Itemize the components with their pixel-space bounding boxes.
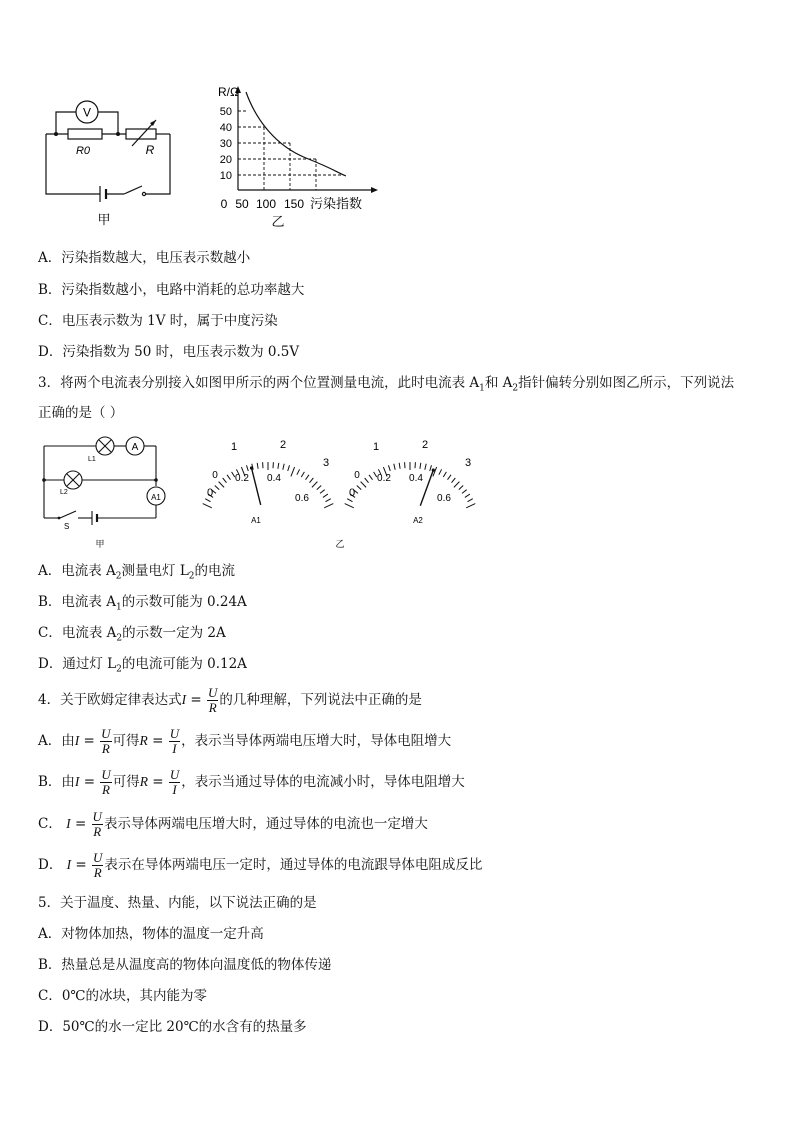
q3-stem-line2: 正确的是（ ） [38,405,124,421]
q4-option-d [38,850,482,880]
formula-eq: = [152,774,164,790]
outer-tick-label: 0 [348,487,356,499]
y-axis-label: R/Ω [218,85,239,99]
fraction-numerator: U [169,726,180,741]
dial-tick [306,475,310,480]
inner-tick-label: 0.2 [377,473,391,484]
dial-tick [301,472,304,477]
dial-tick [297,469,300,474]
formula-i: I [181,692,187,707]
formula-eq: = [83,774,96,790]
q5-option-b: B．热量总是从温度高的物体向温度低的物体传递 [38,957,332,973]
dial-tick [312,482,318,488]
dial-tick [357,486,361,490]
figure-label-jia-q3: 甲 [95,539,105,549]
dial-tick [430,465,432,471]
formula-fraction [100,727,111,756]
dial-tick [219,482,225,488]
q3-stem-sub: 2 [512,383,519,394]
y-tick: 40 [219,122,232,134]
q4-option-c [38,809,428,839]
fraction-denominator: R [93,824,102,839]
ammeter-dial-a2 [345,462,476,508]
formula-eq: = [75,857,87,873]
formula-eq: = [152,733,164,749]
q3-stem-part: 3．将两个电流表分别接入如图甲所示的两个位置测量电流，此时电流表 A [38,375,480,391]
y-tick: 20 [219,154,232,166]
y-tick: 10 [219,170,232,182]
formula-eq: = [74,816,87,832]
dial-needle [252,468,261,505]
q3-stem-part: 指针偏转分别如图乙所示，下列说法 [518,375,735,391]
q3-option-text: D．通过灯 L [38,656,117,672]
fraction-numerator: U [101,767,111,782]
q2-option-b: B．污染指数越小，电路中消耗的总功率越大 [38,282,305,298]
q4-option-text: 可得 [112,733,140,749]
formula-fraction [92,810,103,839]
dial-tick [203,504,212,508]
meter-a2-label: A2 [413,516,423,525]
q3-option-sub: 2 [188,571,195,582]
lamp-l2-label: L2 [60,489,68,496]
dial-tick [389,465,391,471]
fraction-denominator: R [101,741,110,756]
q3-option-text: 的示数一定为 2A [122,625,226,641]
formula-eq: = [83,733,95,749]
fraction-denominator: R [102,782,110,797]
formula-fraction [169,727,180,756]
voltmeter-label: V [82,105,92,120]
outer-tick-label: 1 [230,441,238,453]
fraction-numerator: U [169,767,180,782]
q5-option-d: D．50℃的水一定比 20℃的水含有的热量多 [38,1019,307,1035]
q3-option-d [38,654,247,680]
dial-tick [323,494,328,497]
dial-tick [459,486,463,490]
ammeter-dials [180,434,510,552]
inner-tick-label: 0.6 [437,493,451,504]
q4-stem [38,685,422,715]
outer-tick-label: 2 [279,439,287,451]
q4-option-text: C． [38,816,62,832]
fraction-denominator: R [93,865,102,880]
figure-label-yi: 乙 [271,214,285,229]
dial-tick [462,490,467,494]
dial-tick [227,475,231,480]
q4-option-text: 表示导体两端电压增大时，通过导体的电流也一定增大 [103,816,428,832]
q3-stem-line1 [38,373,734,399]
dial-tick [439,469,442,474]
meter-a1-label: A1 [251,516,261,525]
outer-tick-label: 3 [322,457,330,469]
dial-tick [205,499,210,502]
circuit-diagram-q3 [36,434,166,552]
fraction-numerator: U [92,809,102,824]
q2-option-d: D．污染指数为 50 时，电压表示数为 0.5V [38,344,300,360]
dial-tick [291,467,295,476]
fraction-numerator: U [93,850,103,865]
q3-option-text: 的示数可能为 0.24A [121,594,247,610]
q2-option-a: A．污染指数越大，电压表示数越小 [38,250,251,266]
formula-i: I [66,816,71,831]
dial-tick [425,464,426,470]
x-tick: 50 [235,197,249,211]
figure-label-jia: 甲 [97,212,111,227]
inner-tick-label: 0 [354,470,360,481]
dial-tick [466,504,475,508]
q4-option-a [38,726,451,756]
dial-tick [317,486,321,490]
q3-option-b [38,592,247,618]
q3-option-text: 的电流可能为 0.12A [121,656,247,672]
outer-tick-label: 1 [372,441,380,453]
fraction-denominator: I [172,782,177,797]
formula-r: R [139,774,148,789]
dial-tick [345,504,354,508]
q4-option-text: A．由 [38,733,75,749]
dial-tick [452,478,456,483]
q3-option-text: C．电流表 A [38,625,117,641]
q4-stem-text: 的几种理解，下列说法中正确的是 [219,692,422,708]
dial-tick [365,478,369,483]
q2-option-c: C．电压表示数为 1V 时，属于中度污染 [38,313,278,329]
dial-tick [324,504,333,508]
inner-tick-label: 0.4 [409,473,423,484]
dial-tick [247,465,249,471]
q5-option-a: A．对物体加热，物体的温度一定升高 [38,926,264,942]
needle-tip [250,466,253,469]
x-tick: 0 [220,197,228,211]
q5-stem: 5．关于温度、热量、内能，以下说法正确的是 [38,895,317,911]
formula-fraction [92,851,103,880]
formula-i: I [74,733,80,748]
x-axis-label: 污染指数 [310,196,363,211]
q3-option-c [38,623,226,649]
q4-option-text: ，表示当通过导体的电流减小时，导体电阻增大 [181,774,465,790]
outer-tick-label: 0 [206,487,214,499]
dial-tick [468,499,473,502]
r0-label: R0 [75,145,91,157]
q4-option-text: D． [38,857,63,873]
formula-fraction [169,768,180,797]
q3-option-text: B．电流表 A [38,594,116,610]
q4-option-text: ，表示当导体两端电压增大时，导体电阻增大 [181,733,452,749]
dial-tick [433,467,437,476]
circuit-diagram-jia [38,92,178,227]
dial-tick [347,499,352,502]
dial-tick [257,463,258,469]
q3-stem-part: 和 A [484,375,513,391]
y-tick: 50 [219,106,232,118]
fraction-numerator: U [208,685,218,700]
dial-tick [361,482,367,488]
ammeter-a1-label: A1 [151,493,161,502]
q3-option-a [38,561,235,587]
dial-tick [283,464,284,470]
needle-tip [432,469,435,472]
dial-tick [288,465,290,471]
dial-tick [369,475,373,480]
dial-tick [394,464,395,470]
dial-tick [215,486,219,490]
q3-option-sub: 2 [115,571,122,582]
lamp-l1-label: L1 [88,456,96,463]
formula-r: R [139,733,148,748]
inner-tick-label: 0 [212,470,218,481]
formula-fraction [207,686,218,715]
dial-tick [278,463,279,469]
q3-option-sub: 1 [115,602,122,613]
dial-tick [465,494,470,497]
x-tick: 150 [283,197,305,211]
dial-tick [443,472,446,477]
q3-option-text: 的电流 [194,563,236,579]
q4-option-text: 表示在导体两端电压一定时，通过导体的电流跟导体电阻成反比 [104,857,483,873]
outer-tick-label: 2 [421,439,429,451]
dial-tick [399,463,400,469]
inner-tick-label: 0.6 [295,493,309,504]
q3-option-text: 测量电灯 L [121,563,189,579]
fraction-denominator: I [172,741,177,756]
dial-tick [454,482,460,488]
dial-tick [310,478,314,483]
x-tick: 100 [255,197,277,211]
fraction-denominator: R [208,700,217,715]
ammeter-label: A [131,442,139,453]
inner-tick-label: 0.4 [267,473,281,484]
q4-stem-text: 4．关于欧姆定律表达式 [38,692,182,708]
formula-i: I [66,857,72,872]
formula-i: I [74,774,80,789]
dial-tick [223,478,227,483]
dial-tick [326,499,331,502]
q5-option-c: C．0℃的冰块，其内能为零 [38,988,208,1004]
q3-option-sub: 2 [116,633,123,644]
ammeter-dial-a1 [203,462,334,508]
q4-option-text: 可得 [112,774,140,790]
formula-fraction [100,768,111,797]
q3-option-text: A．电流表 A [38,563,116,579]
formula-eq: = [190,692,202,708]
r-label: R [145,143,155,157]
q3-stem-sub: 1 [479,383,485,394]
y-tick: 30 [219,138,232,150]
figure-label-yi-q3: 乙 [335,539,345,549]
q4-option-b [38,767,465,797]
dial-tick [420,463,421,469]
dial-tick [320,490,325,494]
q4-option-text: B．由 [38,774,75,790]
switch-label: S [64,522,70,531]
outer-tick-label: 3 [464,457,472,469]
inner-tick-label: 0.2 [235,473,249,484]
dial-tick [448,475,452,480]
resistance-pollution-graph [196,80,386,230]
q3-option-sub: 2 [116,664,122,675]
fraction-numerator: U [101,726,111,741]
